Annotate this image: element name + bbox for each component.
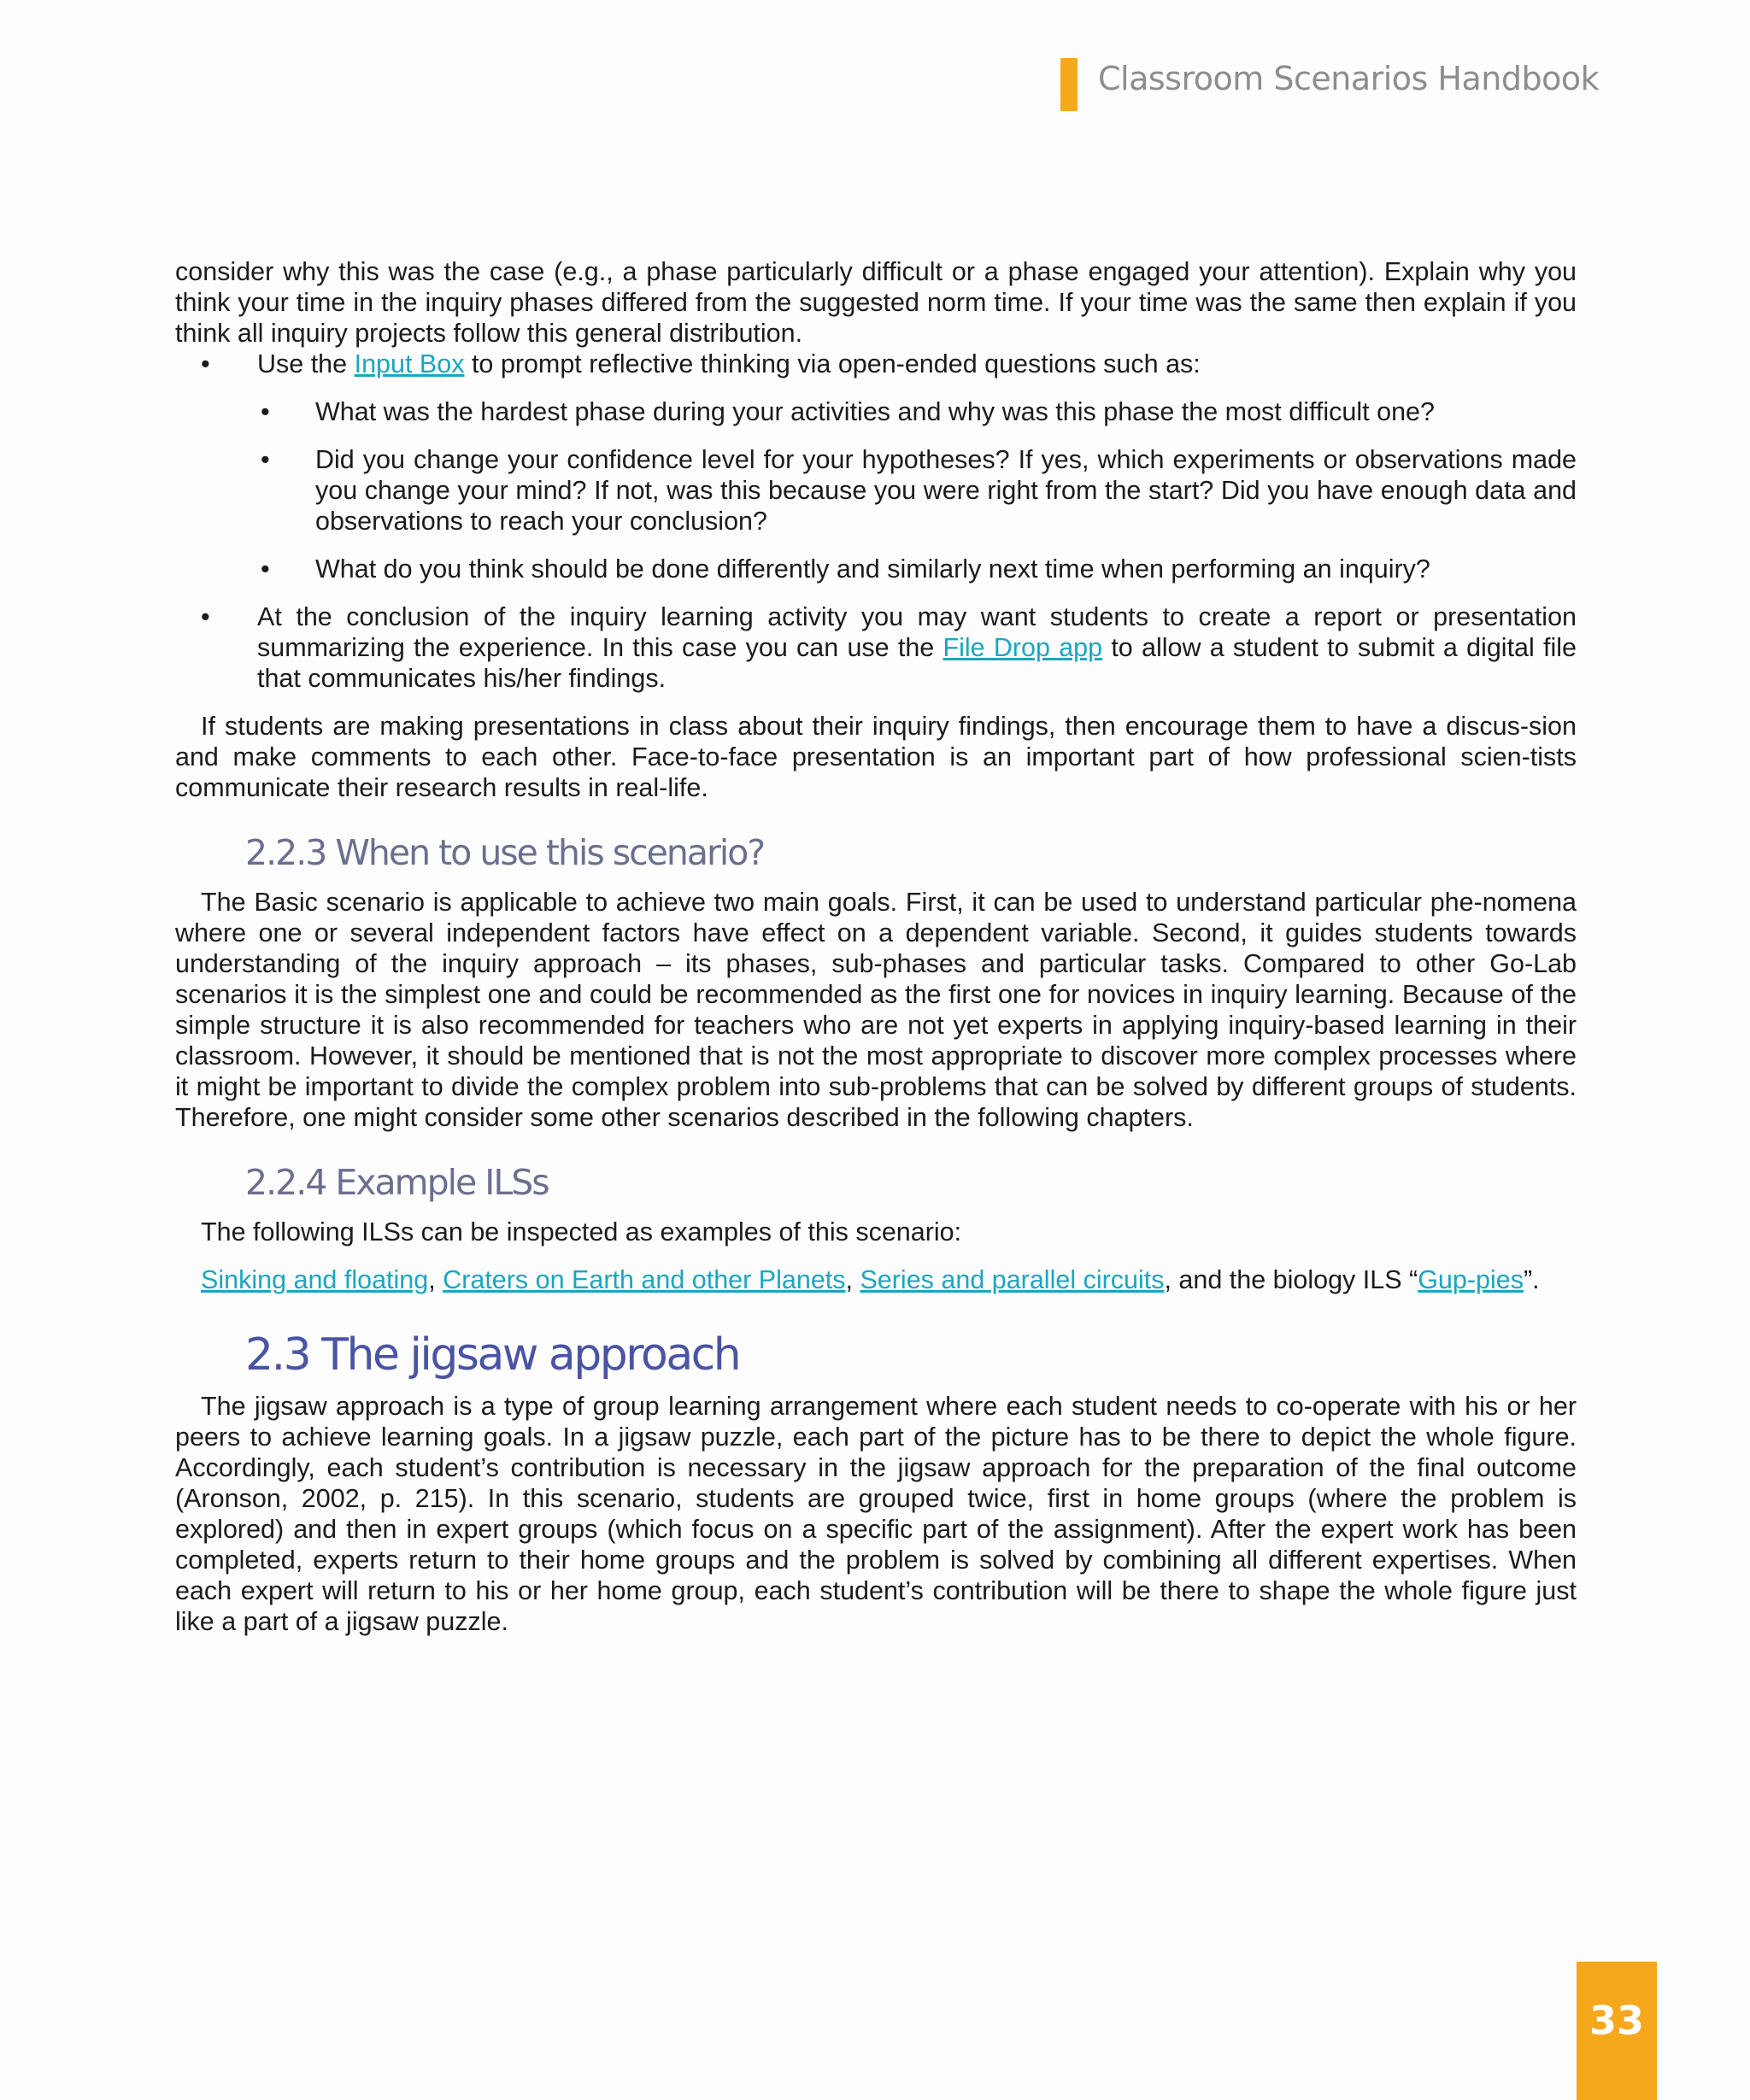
section-heading-2-3: 2.3 The jigsaw approach	[245, 1329, 740, 1381]
presentations-paragraph: If students are making presentations in class about their inquiry findings, then encourage them to have a discus-sion and make comments to each other. Face-to-face presentation is an important part of how professional scien-tists communicate their research results in real-life.	[175, 712, 1577, 802]
bullet-marker: •	[261, 397, 270, 426]
header-accent-bar	[1060, 58, 1078, 111]
bullet-marker: •	[201, 602, 210, 631]
section-2-3-body: The jigsaw approach is a type of group learning arrangement where each student needs to co-operate with his or her peers to achieve learning goals. In a jigsaw puzzle, each part of the picture has to be there to depict the whole figure. Accordingly, each student’s contribution is necessary in the jigsaw approach for the preparation of the final outcome (Aronson, 2002, p. 215). In this scenario, students are grouped twice, first in home groups (where the problem is explored) and then in expert groups (which focus on a specific part of the assignment). After the expert work has been completed, experts return to their home groups and the problem is solved by combining all different expertises. When each expert will return to his or her home group, each student’s contribution will be there to shape the whole figure just like a part of a jigsaw puzzle.	[175, 1392, 1577, 1636]
bullet-marker: •	[261, 445, 270, 474]
example-ils-links: Sinking and floating, Craters on Earth and other Planets, Series and parallel circuits, and the biology ILS “Gup-pies”.	[201, 1265, 1540, 1294]
section-heading-2-2-3: 2.2.3 When to use this scenario?	[245, 832, 765, 873]
page-number: 33	[1589, 1997, 1644, 2044]
section-heading-2-2-4: 2.2.4 Example ILSs	[245, 1162, 549, 1203]
page-content	[175, 256, 1577, 1654]
running-header-title: Classroom Scenarios Handbook	[1098, 60, 1600, 97]
sub-bullet-item: • Did you change your confidence level for your hypotheses? If yes, which experiments or observations made you change your mind? If not, was this because you were right from the start? Did you have enough data and observations to reach your conclusion?	[261, 445, 1577, 536]
sub-bullet-item: • What do you think should be done differently and similarly next time when performing an inquiry?	[261, 554, 1430, 584]
input-box-link[interactable]: Input Box	[354, 349, 465, 378]
bullet-item-file-drop: • At the conclusion of the inquiry learning activity you may want students to create a report or presentation summarizing the experience. In this case you can use the File Drop app to allow a student to submit a digital file that communicates his/her findings.	[201, 602, 1577, 693]
section-2-2-3-body: The Basic scenario is applicable to achieve two main goals. First, it can be used to understand particular phe-nomena where one or several independent factors have effect on a dependent variable. Second, it guides students towards understanding of the inquiry approach – its phases, sub-phases and particular tasks. Compared to other Go-Lab scenarios it is the simplest one and could be recommended as the first one for novices in inquiry learning. Because of the simple structure it is also recommended for teachers who are not yet experts in applying inquiry-based learning in their classroom. However, it should be mentioned that is not the most appropriate to discover more complex processes where it might be important to divide the complex problem into sub-problems that can be solved by different groups of students. Therefore, one might consider some other scenarios described in the following chapters.	[175, 888, 1577, 1132]
sinking-floating-link[interactable]: Sinking and floating	[201, 1265, 429, 1294]
page-number-tab	[1577, 1962, 1657, 2100]
sub-bullet-item: • What was the hardest phase during your activities and why was this phase the most difficult one?	[261, 397, 1435, 426]
circuits-link[interactable]: Series and parallel circuits	[860, 1265, 1165, 1294]
craters-link[interactable]: Craters on Earth and other Planets	[443, 1265, 846, 1294]
bullet-item-input-box: • Use the Input Box to prompt reflective thinking via open-ended questions such as:	[201, 349, 1201, 378]
section-2-2-4-intro: The following ILSs can be inspected as examples of this scenario:	[201, 1217, 962, 1247]
file-drop-app-link[interactable]: File Drop app	[943, 633, 1103, 662]
bullet-marker: •	[261, 554, 270, 584]
guppies-link[interactable]: Gup-pies	[1418, 1265, 1524, 1294]
continued-paragraph: consider why this was the case (e.g., a phase particularly difficult or a phase engaged your attention). Explain why you think your time in the inquiry phases differed from the suggested norm time. If your time was the same then explain if you think all inquiry projects follow this general distribution.	[175, 257, 1577, 348]
bullet-marker: •	[201, 349, 210, 378]
